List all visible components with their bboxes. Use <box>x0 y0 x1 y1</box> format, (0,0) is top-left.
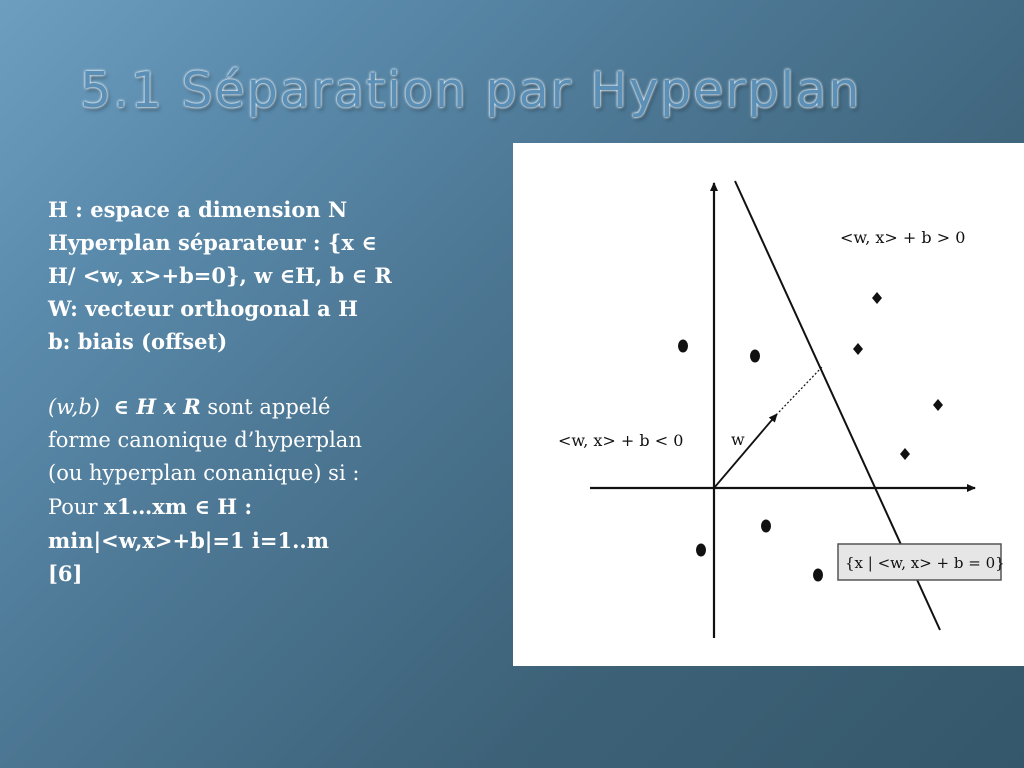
text-line-hyperplan: Hyperplan séparateur : {x ∈ <box>48 230 377 255</box>
w-vector-dotted <box>779 367 822 412</box>
text-line-for <box>48 490 448 524</box>
label-hyperplane: {x | <w, x> + b = 0} <box>845 554 1005 572</box>
text-line-space: H : espace a dimension N <box>48 197 348 222</box>
spacer <box>48 358 448 390</box>
text-line-set: H/ <w, x>+b=0}, w ∈H, b ∈ R <box>48 263 392 288</box>
reference: [6] <box>48 561 83 586</box>
hyperplane-diagram <box>513 143 1024 666</box>
point-neg-3 <box>761 520 771 533</box>
slide-title: 5.1 Séparation par Hyperplan <box>80 62 862 119</box>
definition-text <box>48 193 448 590</box>
called-text: sont appelé <box>200 395 331 419</box>
point-pos-3 <box>933 399 943 411</box>
text-line-form: forme canonique d’hyperplan <box>48 428 362 452</box>
point-neg-4 <box>696 544 706 557</box>
point-pos-2 <box>853 343 863 355</box>
point-neg-5 <box>813 569 823 582</box>
label-w: w <box>731 430 745 449</box>
hyperplane-figure <box>513 143 1024 666</box>
wb-italic: (w,b) <box>48 395 100 419</box>
text-line-bias: b: biais (offset) <box>48 329 228 354</box>
text-line-vector: W: vecteur orthogonal a H <box>48 296 358 321</box>
point-neg-2 <box>750 350 760 363</box>
point-pos-1 <box>872 292 882 304</box>
label-negative: <w, x> + b < 0 <box>558 431 684 450</box>
text-line-min: min|<w,x>+b|=1 i=1..m <box>48 528 329 553</box>
text-line-canonical <box>48 390 448 424</box>
w-vector-arrow <box>714 414 777 488</box>
label-positive: <w, x> + b > 0 <box>840 228 966 247</box>
hxr-bold-italic: ∈ H x R <box>113 394 201 419</box>
point-pos-4 <box>900 448 910 460</box>
point-neg-1 <box>678 340 688 353</box>
points-text: x1…xm ∈ H : <box>104 494 253 519</box>
for-text: Pour <box>48 495 105 519</box>
text-line-or: (ou hyperplan conanique) si : <box>48 461 360 485</box>
